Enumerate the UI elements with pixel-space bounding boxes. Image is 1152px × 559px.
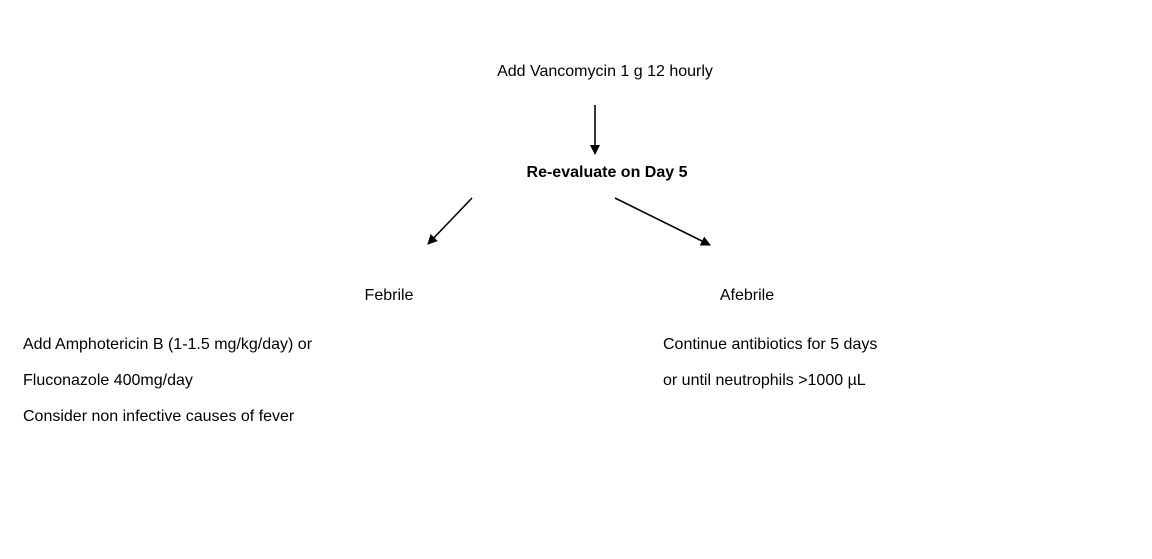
- febrile-line-3: Consider non infective causes of fever: [23, 408, 295, 425]
- arrow-to-febrile: [428, 198, 472, 244]
- arrow-to-afebrile: [615, 198, 710, 245]
- branch-febrile-heading: Febrile: [364, 287, 414, 304]
- branch-afebrile-heading: Afebrile: [719, 287, 775, 304]
- step-vancomycin: Add Vancomycin 1 g 12 hourly: [497, 63, 713, 80]
- afebrile-line-2: or until neutrophils >1000 µL: [663, 372, 866, 389]
- febrile-line-1: Add Amphotericin B (1-1.5 mg/kg/day) or: [23, 336, 313, 353]
- febrile-line-2: Fluconazole 400mg/day: [23, 372, 193, 389]
- afebrile-line-1: Continue antibiotics for 5 days: [663, 336, 878, 353]
- step-reevaluate: Re-evaluate on Day 5: [526, 164, 688, 181]
